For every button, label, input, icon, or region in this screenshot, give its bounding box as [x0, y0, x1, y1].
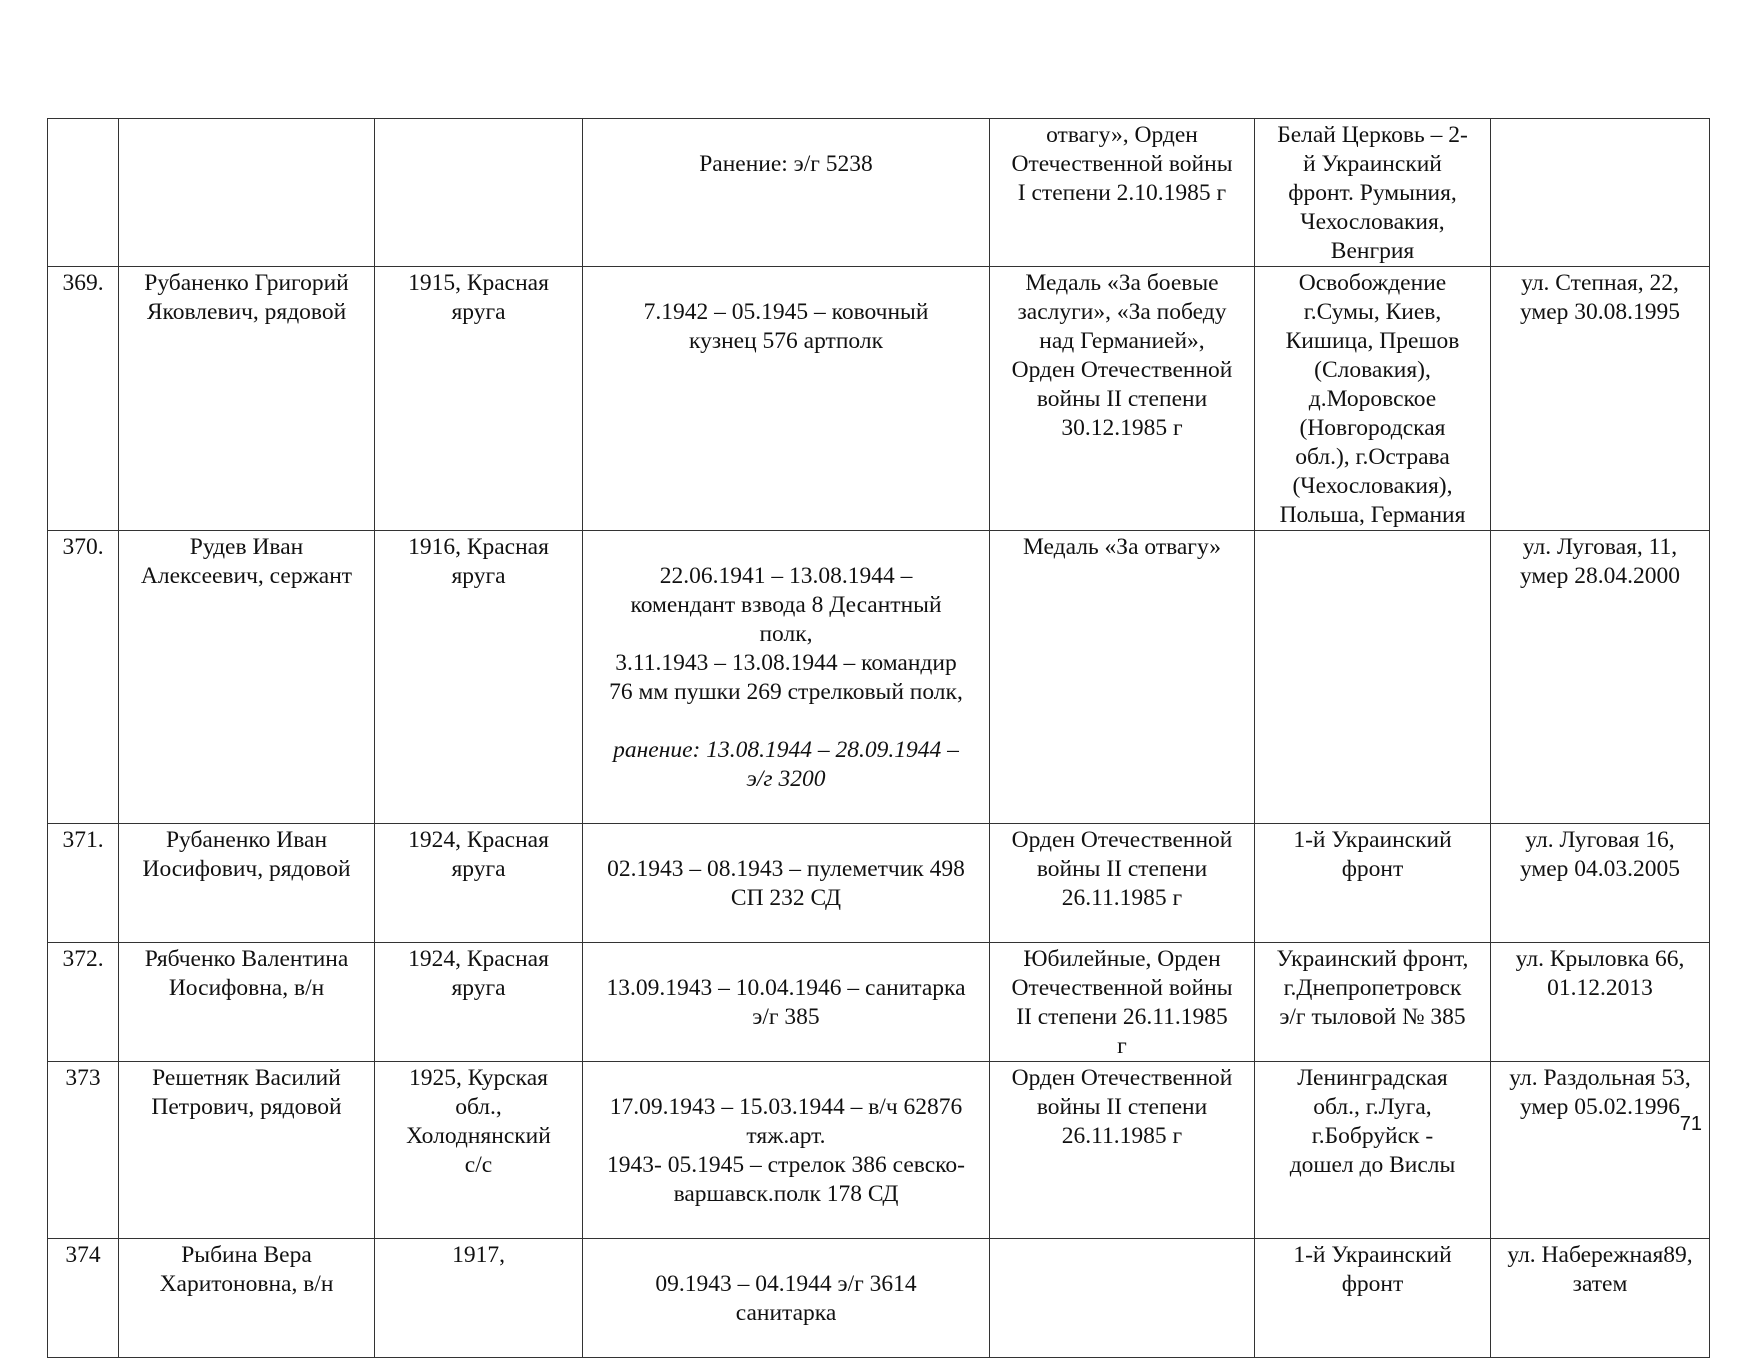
awards-cell: Медаль «За отвагу»: [990, 531, 1255, 824]
service-text: 13.09.1943 – 10.04.1946 – санитарка э/г 385: [606, 975, 966, 1030]
table-row: [48, 1062, 1710, 1239]
birth-place-cell: 1915, Красная яруга: [375, 267, 583, 531]
birth-place-cell: 1917,: [375, 1239, 583, 1358]
name-rank-cell: [119, 119, 375, 267]
front-cell: Украинский фронт, г.Днепропетровск э/г тыловой № 385: [1255, 943, 1491, 1062]
name-rank-cell: Рудев Иван Алексеевич, сержант: [119, 531, 375, 824]
address-cell: ул. Крыловка 66, 01.12.2013: [1491, 943, 1710, 1062]
table-row: [48, 824, 1710, 943]
address-cell: ул. Луговая 16, умер 04.03.2005: [1491, 824, 1710, 943]
address-cell: ул. Раздольная 53, умер 05.02.1996: [1491, 1062, 1710, 1239]
service-text: 02.1943 – 08.1943 – пулеметчик 498 СП 232 СД: [607, 856, 965, 911]
name-rank-cell: Решетняк Василий Петрович, рядовой: [119, 1062, 375, 1239]
front-cell: [1255, 531, 1491, 824]
row-number-cell: 374: [48, 1239, 119, 1358]
veterans-table: [47, 118, 1710, 1358]
name-rank-cell: Рыбина Вера Харитоновна, в/н: [119, 1239, 375, 1358]
service-cell: [583, 1239, 990, 1358]
service-text: 7.1942 – 05.1945 – ковочный кузнец 576 артполк: [643, 299, 929, 354]
awards-cell: Медаль «За боевые заслуги», «За победу над Германией», Орден Отечественной войны II степени 30.12.1985 г: [990, 267, 1255, 531]
birth-place-cell: 1924, Красная яруга: [375, 824, 583, 943]
front-cell: 1-й Украинский фронт: [1255, 1239, 1491, 1358]
address-cell: ул. Луговая, 11, умер 28.04.2000: [1491, 531, 1710, 824]
row-number-cell: [48, 119, 119, 267]
awards-cell: отвагу», Орден Отечественной войны I степени 2.10.1985 г: [990, 119, 1255, 267]
front-cell: Белай Церковь – 2- й Украинский фронт. Румыния, Чехословакия, Венгрия: [1255, 119, 1491, 267]
awards-cell: Орден Отечественной войны II степени 26.11.1985 г: [990, 824, 1255, 943]
table-row: [48, 531, 1710, 824]
row-number-cell: 370.: [48, 531, 119, 824]
wound-note: ранение: 13.08.1944 – 28.09.1944 – э/г 3200: [613, 737, 959, 792]
service-cell: [583, 824, 990, 943]
service-text: 17.09.1943 – 15.03.1944 – в/ч 62876 тяж.арт. 1943- 05.1945 – стрелок 386 севско- варшавск.полк 178 СД: [607, 1094, 965, 1207]
service-cell: [583, 531, 990, 824]
service-text: 09.1943 – 04.1944 э/г 3614 санитарка: [655, 1271, 917, 1326]
page-number: 71: [1679, 1113, 1702, 1135]
name-rank-cell: Рубаненко Григорий Яковлевич, рядовой: [119, 267, 375, 531]
table-row: [48, 943, 1710, 1062]
table-row: [48, 119, 1710, 267]
birth-place-cell: 1916, Красная яруга: [375, 531, 583, 824]
service-cell: [583, 119, 990, 267]
birth-place-cell: [375, 119, 583, 267]
awards-cell: Орден Отечественной войны II степени 26.11.1985 г: [990, 1062, 1255, 1239]
awards-cell: Юбилейные, Орден Отечественной войны II степени 26.11.1985 г: [990, 943, 1255, 1062]
birth-place-cell: 1925, Курская обл., Холоднянский с/с: [375, 1062, 583, 1239]
birth-place-cell: 1924, Красная яруга: [375, 943, 583, 1062]
awards-cell: [990, 1239, 1255, 1358]
service-cell: [583, 267, 990, 531]
service-text: Ранение: э/г 5238: [699, 151, 873, 177]
row-number-cell: 373: [48, 1062, 119, 1239]
address-cell: ул. Степная, 22, умер 30.08.1995: [1491, 267, 1710, 531]
table-row: [48, 1239, 1710, 1358]
table-row: [48, 267, 1710, 531]
address-cell: [1491, 119, 1710, 267]
front-cell: Освобождение г.Сумы, Киев, Кишица, Прешов (Словакия), д.Моровское (Новгородская обл.), г.Острава (Чехословакия), Польша, Германия: [1255, 267, 1491, 531]
name-rank-cell: Рябченко Валентина Иосифовна, в/н: [119, 943, 375, 1062]
service-cell: [583, 943, 990, 1062]
service-text: 22.06.1941 – 13.08.1944 – комендант взвода 8 Десантный полк, 3.11.1943 – 13.08.1944 – командир 76 мм пушки 269 стрелковый полк,: [609, 563, 963, 705]
row-number-cell: 371.: [48, 824, 119, 943]
address-cell: ул. Набережная89, затем: [1491, 1239, 1710, 1358]
row-number-cell: 372.: [48, 943, 119, 1062]
front-cell: Ленинградская обл., г.Луга, г.Бобруйск - дошел до Вислы: [1255, 1062, 1491, 1239]
row-number-cell: 369.: [48, 267, 119, 531]
service-cell: [583, 1062, 990, 1239]
name-rank-cell: Рубаненко Иван Иосифович, рядовой: [119, 824, 375, 943]
front-cell: 1-й Украинский фронт: [1255, 824, 1491, 943]
